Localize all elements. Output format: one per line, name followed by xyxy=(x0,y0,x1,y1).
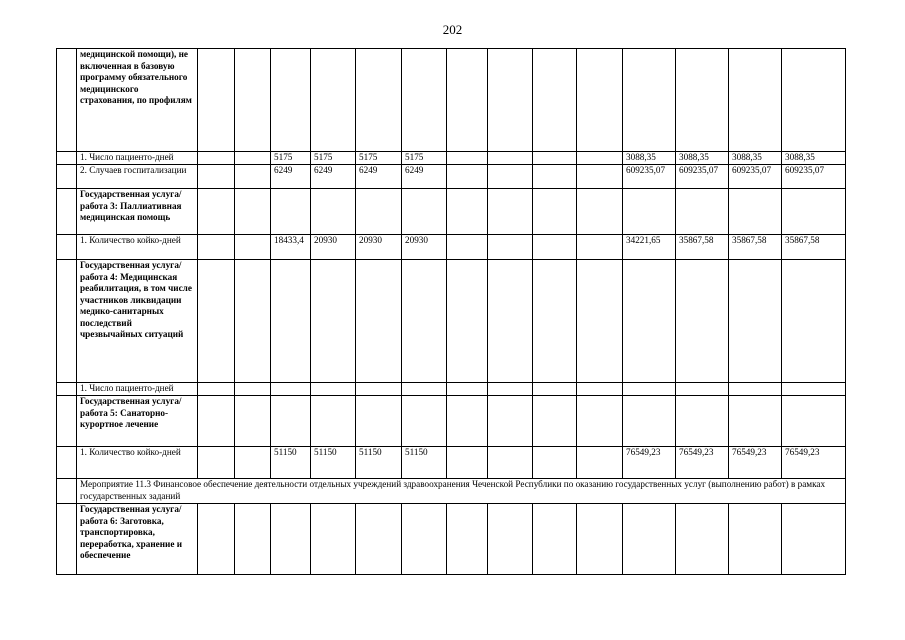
value-cell xyxy=(271,189,311,235)
value-cell xyxy=(198,189,235,235)
page-number: 202 xyxy=(442,22,463,37)
row-number-cell xyxy=(57,447,77,479)
value-cell: 3088,35 xyxy=(623,152,676,165)
row-number-cell xyxy=(57,189,77,235)
value-cell xyxy=(447,447,488,479)
value-cell: 35867,58 xyxy=(729,235,782,260)
row-label: Государственная услуга/работа 4: Медицинская реабилитация, в том числе участников ликвидации медико-санитарных последствий чрезвычайных ситуаций xyxy=(80,260,192,339)
value-cell xyxy=(488,189,533,235)
value-cell xyxy=(402,396,447,447)
value-cell xyxy=(533,235,577,260)
value-cell xyxy=(533,396,577,447)
value-cell: 609235,07 xyxy=(782,165,846,189)
value-cell xyxy=(235,260,271,383)
value-cell xyxy=(447,189,488,235)
value-cell xyxy=(311,189,356,235)
value-cell xyxy=(311,504,356,575)
value-cell: 3088,35 xyxy=(676,152,729,165)
value-cell xyxy=(533,383,577,396)
value-cell xyxy=(623,260,676,383)
value-cell xyxy=(235,235,271,260)
value-cell: 34221,65 xyxy=(623,235,676,260)
value-cell xyxy=(488,49,533,152)
value-cell xyxy=(447,383,488,396)
value-cell xyxy=(623,504,676,575)
value-cell xyxy=(198,396,235,447)
value-cell xyxy=(198,383,235,396)
value-cell xyxy=(533,504,577,575)
value-cell xyxy=(235,383,271,396)
value-cell xyxy=(356,383,402,396)
value-cell xyxy=(235,447,271,479)
value-cell xyxy=(271,396,311,447)
value-cell xyxy=(356,396,402,447)
value-cell xyxy=(271,49,311,152)
row-label-cell xyxy=(77,383,198,396)
row-label-cell: Государственная услуга/работа 6: Заготовка, транспортировка, переработка, хранение и обеспечение xyxy=(77,504,198,575)
value-cell xyxy=(447,152,488,165)
value-cell xyxy=(447,260,488,383)
value-cell xyxy=(402,49,447,152)
value-cell xyxy=(577,189,623,235)
value-cell xyxy=(729,260,782,383)
value-cell: 609235,07 xyxy=(623,165,676,189)
row-number-cell xyxy=(57,165,77,189)
value-cell xyxy=(311,396,356,447)
value-cell xyxy=(577,152,623,165)
table-row xyxy=(57,383,846,396)
value-cell xyxy=(402,260,447,383)
value-cell: 51150 xyxy=(311,447,356,479)
row-number-cell xyxy=(57,260,77,383)
value-cell xyxy=(271,383,311,396)
value-cell xyxy=(402,504,447,575)
row-number-cell xyxy=(57,152,77,165)
value-cell xyxy=(729,504,782,575)
row-label: 1. Число пациенто-дней xyxy=(80,383,174,393)
value-cell xyxy=(447,235,488,260)
value-cell xyxy=(235,152,271,165)
value-cell xyxy=(198,260,235,383)
value-cell xyxy=(577,235,623,260)
value-cell xyxy=(782,260,846,383)
value-cell xyxy=(782,383,846,396)
value-cell xyxy=(488,447,533,479)
value-cell xyxy=(676,383,729,396)
value-cell xyxy=(533,447,577,479)
row-number-cell xyxy=(57,396,77,447)
row-label: 2. Случаев госпитализации xyxy=(80,165,187,175)
value-cell xyxy=(235,49,271,152)
row-label: медицинской помощи), не включенная в базовую программу обязательного медицинского страхования, по профилям xyxy=(80,49,192,105)
value-cell: 6249 xyxy=(311,165,356,189)
value-cell: 5175 xyxy=(311,152,356,165)
row-label-cell xyxy=(77,49,198,152)
row-label: Государственная услуга/работа 3: Паллиативная медицинская помощь xyxy=(80,189,182,222)
value-cell xyxy=(356,189,402,235)
value-cell: 51150 xyxy=(356,447,402,479)
activity-text: Мероприятие 11.3 Финансовое обеспечение деятельности отдельных учреждений здравоохранения Чеченской Республики по оказанию государственных услуг (выполнению работ) в рамках государственных заданий xyxy=(77,479,846,504)
table-row xyxy=(57,152,846,165)
value-cell xyxy=(729,189,782,235)
table-row xyxy=(57,504,846,575)
value-cell xyxy=(402,189,447,235)
value-cell xyxy=(447,396,488,447)
value-cell: 5175 xyxy=(402,152,447,165)
value-cell: 76549,23 xyxy=(623,447,676,479)
table-row xyxy=(57,49,846,152)
value-cell xyxy=(782,504,846,575)
value-cell: 20930 xyxy=(402,235,447,260)
value-cell xyxy=(577,396,623,447)
value-cell xyxy=(577,383,623,396)
value-cell xyxy=(577,504,623,575)
value-cell: 6249 xyxy=(271,165,311,189)
value-cell xyxy=(488,383,533,396)
value-cell: 6249 xyxy=(402,165,447,189)
value-cell xyxy=(235,165,271,189)
value-cell xyxy=(488,152,533,165)
value-cell: 51150 xyxy=(271,447,311,479)
value-cell xyxy=(676,49,729,152)
value-cell xyxy=(782,189,846,235)
table-row xyxy=(57,396,846,447)
value-cell xyxy=(623,383,676,396)
value-cell: 18433,4 xyxy=(271,235,311,260)
value-cell: 6249 xyxy=(356,165,402,189)
value-cell xyxy=(623,396,676,447)
row-label: Государственная услуга/работа 5: Санаторно-курортное лечение xyxy=(80,396,182,429)
value-cell xyxy=(488,165,533,189)
value-cell xyxy=(676,396,729,447)
value-cell xyxy=(311,383,356,396)
value-cell xyxy=(198,49,235,152)
value-cell xyxy=(488,504,533,575)
row-label-cell xyxy=(77,189,198,235)
row-label-cell xyxy=(77,447,198,479)
row-label-cell xyxy=(77,235,198,260)
value-cell xyxy=(198,504,235,575)
value-cell xyxy=(577,260,623,383)
row-label-cell xyxy=(77,165,198,189)
value-cell: 609235,07 xyxy=(676,165,729,189)
value-cell xyxy=(577,165,623,189)
value-cell xyxy=(729,383,782,396)
value-cell xyxy=(356,49,402,152)
value-cell: 3088,35 xyxy=(729,152,782,165)
row-label: 1. Количество койко-дней xyxy=(80,235,181,245)
table-row xyxy=(57,165,846,189)
value-cell xyxy=(311,49,356,152)
value-cell: 76549,23 xyxy=(676,447,729,479)
value-cell: 76549,23 xyxy=(729,447,782,479)
row-number-cell xyxy=(57,235,77,260)
value-cell: 20930 xyxy=(356,235,402,260)
value-cell xyxy=(271,504,311,575)
value-cell xyxy=(198,165,235,189)
value-cell: 20930 xyxy=(311,235,356,260)
value-cell xyxy=(577,447,623,479)
value-cell xyxy=(488,235,533,260)
row-number-cell xyxy=(57,479,77,504)
value-cell xyxy=(577,49,623,152)
table-row xyxy=(57,189,846,235)
value-cell xyxy=(198,152,235,165)
value-cell xyxy=(235,396,271,447)
value-cell xyxy=(623,49,676,152)
value-cell: 609235,07 xyxy=(729,165,782,189)
value-cell: 51150 xyxy=(402,447,447,479)
value-cell xyxy=(447,504,488,575)
row-label-cell xyxy=(77,260,198,383)
table-row xyxy=(57,260,846,383)
row-label: 1. Количество койко-дней xyxy=(80,447,181,457)
value-cell xyxy=(676,504,729,575)
value-cell xyxy=(488,260,533,383)
value-cell: 35867,58 xyxy=(782,235,846,260)
value-cell: 76549,23 xyxy=(782,447,846,479)
value-cell xyxy=(676,260,729,383)
value-cell xyxy=(533,260,577,383)
value-cell xyxy=(447,49,488,152)
value-cell: 5175 xyxy=(271,152,311,165)
value-cell: 3088,35 xyxy=(782,152,846,165)
table-row xyxy=(57,235,846,260)
data-table xyxy=(56,48,846,575)
value-cell xyxy=(533,165,577,189)
row-number-cell xyxy=(57,504,77,575)
table-row xyxy=(57,447,846,479)
value-cell xyxy=(447,165,488,189)
row-label: 1. Число пациенто-дней xyxy=(80,152,174,162)
value-cell: 35867,58 xyxy=(676,235,729,260)
row-number-cell xyxy=(57,383,77,396)
value-cell xyxy=(729,49,782,152)
value-cell xyxy=(356,504,402,575)
activity-row xyxy=(57,479,846,504)
value-cell xyxy=(533,152,577,165)
row-number-cell xyxy=(57,49,77,152)
value-cell xyxy=(235,189,271,235)
value-cell xyxy=(623,189,676,235)
value-cell xyxy=(271,260,311,383)
row-label-cell xyxy=(77,396,198,447)
value-cell xyxy=(311,260,356,383)
value-cell: 5175 xyxy=(356,152,402,165)
value-cell xyxy=(488,396,533,447)
value-cell xyxy=(356,260,402,383)
value-cell xyxy=(235,504,271,575)
value-cell xyxy=(782,396,846,447)
value-cell xyxy=(533,189,577,235)
value-cell xyxy=(533,49,577,152)
value-cell xyxy=(729,396,782,447)
value-cell xyxy=(402,383,447,396)
value-cell xyxy=(198,447,235,479)
row-label-cell xyxy=(77,152,198,165)
value-cell xyxy=(782,49,846,152)
value-cell xyxy=(198,235,235,260)
value-cell xyxy=(676,189,729,235)
